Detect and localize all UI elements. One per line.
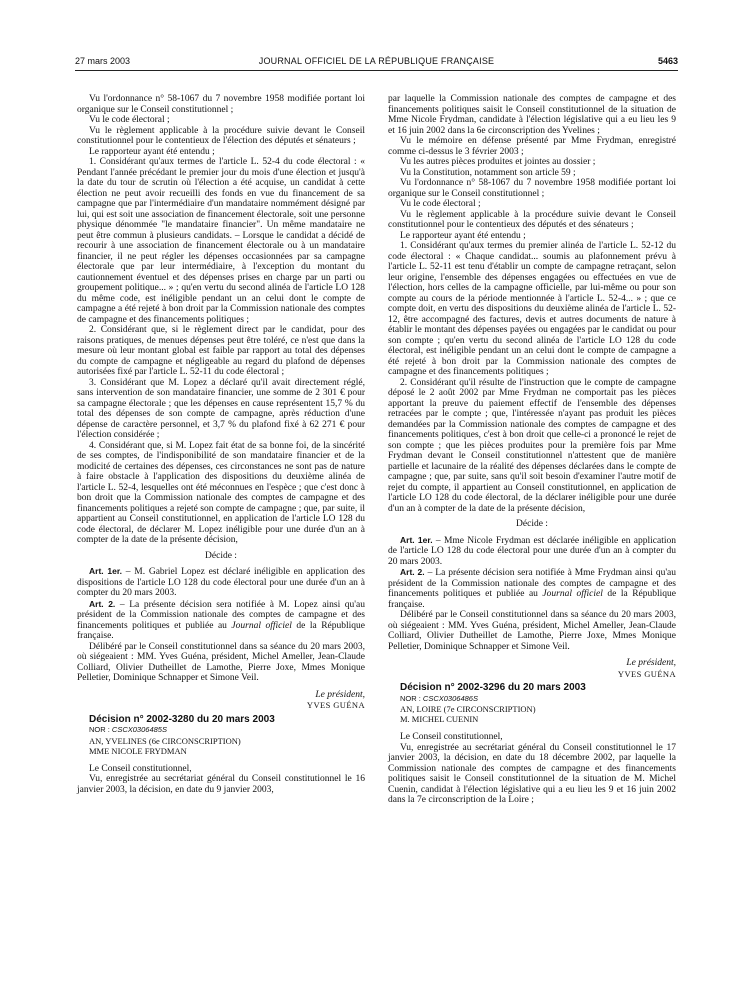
paragraph: Vu le règlement applicable à la procédure suivie devant le Conseil constitutionnel pour le contentieux de l'élection des députés et sénateurs ; (77, 125, 365, 146)
candidate-line: MME NICOLE FRYDMAN (89, 745, 187, 756)
signature-title: Le président, (315, 689, 365, 700)
article-2 (77, 599, 365, 642)
page-header (75, 56, 678, 70)
candidate-line: M. MICHEL CUENIN (400, 714, 479, 724)
constituency-line: AN, LOIRE (7e CIRCONSCRIPTION) (400, 704, 536, 714)
header-journal-title: JOURNAL OFFICIEL DE LA RÉPUBLIQUE FRANÇAISE (258, 56, 495, 66)
deliberation: Délibéré par le Conseil constitutionnel dans sa séance du 20 mars 2003, où siégeaient : MM. Yves Guéna, président, Michel Ameller, Jean-Claude Colliard, Olivier Dutheillet de Lamothe, Pierre Joxe, Mmes Monique Pelletier, Dominique Schnapper et Simone Veil. (388, 610, 676, 652)
article-text: de la République française. (77, 620, 365, 641)
article-text: – M. Gabriel Lopez est déclaré inéligible en application des dispositions de l'article LO 128 du code électoral pour une durée d'un an à compter du 20 mars 2003. (77, 567, 366, 598)
paragraph: Vu le mémoire en défense présenté par Mme Frydman, enregistré comme ci-dessus le 3 février 2003 ; (388, 136, 676, 157)
article-text: – La présente décision sera notifiée à M. Lopez ainsi qu'au président de la Commission nationale des comptes de campagne et des financements politiques et publiée au (77, 599, 365, 631)
paragraph: Vu le code électoral ; (400, 199, 481, 209)
decide-heading: Décide : (205, 550, 237, 561)
paragraph: 4. Considérant que, si M. Lopez fait état de sa bonne foi, de la sincérité de ses comptes, de l'indisponibilité de son mandataire financier et de la modicité de certaines des dépenses, ces circonstances ne sont pas de nature à faire obstacle à l'application des dispositions du deuxième alinéa de l'article L. 52-4, lesquelles ont été méconnues en l'espèce ; que c'est donc à bon droit que la Commission nationale des comptes de campagne et des financements politiques a rejeté son compte de campagne ; que, par suite, il appartient au Conseil constitutionnel, en application de l'article LO 128 du code électoral, de déclarer M. Lopez inéligible pour une durée d'un an à compter de la date de la présente décision, (77, 440, 365, 545)
left-column (77, 94, 365, 795)
paragraph: Vu l'ordonnance n° 58-1067 du 7 novembre 1958 modifiée portant loi organique sur le Conseil constitutionnel ; (388, 178, 676, 199)
article-label: Art. 1er. (89, 566, 123, 576)
paragraph: Vu l'ordonnance n° 58-1067 du 7 novembre 1958 modifiée portant loi organique sur le Conseil constitutionnel ; (77, 94, 365, 115)
journal-name: Journal officiel (231, 620, 292, 631)
nor-code: CSCX0306485S (111, 725, 167, 734)
paragraph: Vu, enregistrée au secrétariat général du Conseil constitutionnel le 16 janvier 2003, la décision, en date du 9 janvier 2003, (77, 774, 365, 795)
paragraph: Vu, enregistrée au secrétariat général du Conseil constitutionnel le 17 janvier 2003, la décision, en date du 18 décembre 2002, par laquelle la Commission nationale des comptes de campagne et des financements politiques saisit le Conseil constitutionnel de la situation de M. Michel Cuenin, candidat à l'élection législative qui a eu lieu les 9 et 16 juin 2002 dans la 7e circonscription de la Loire ; (388, 742, 676, 805)
article-1 (77, 566, 365, 599)
signature-name: YVES GUÉNA (306, 700, 365, 710)
article-label: Art. 1er. (400, 534, 433, 545)
decide-heading: Décide : (516, 519, 548, 529)
nor-code: CSCX0306486S (422, 693, 478, 703)
paragraph: 1. Considérant qu'aux termes de l'article L. 52-4 du code électoral : « Pendant l'année précédant le premier jour du mois d'une élection et jusqu'à la date du tour de scrutin où l'élection a été acquise, un candidat à cette élection ne peut avoir recueilli des fonds en vue du financement de sa campagne que par l'intermédiaire d'un mandataire nommément désigné par lui, qui est soit une association de financement électorale, soit une personne physique dénommée "le mandataire financier". Un même mandataire ne peut être commun à plusieurs candidats. – Lorsque le candidat a décidé de recourir à une association de financement électorale ou à un mandataire financier, il ne peut régler les dépenses occasionnées par sa campagne électorale que par leur intermédiaire, à l'exception du montant du cautionnement éventuel et des dépenses prises en charge par un parti ou groupement politique... » ; qu'en vertu du second alinéa de l'article LO 128 du même code, est inéligible pendant un an celui dont le compte de campagne a été rejeté à bon droit par la Commission nationale des comptes de campagne et des financements politiques ; (77, 157, 365, 325)
paragraph: Vu les autres pièces produites et jointes au dossier ; (400, 157, 596, 167)
article-1 (388, 535, 676, 568)
nor-reference: NOR : CSCX0306485S (89, 725, 167, 734)
decision-title: Décision n° 2002-3296 du 20 mars 2003 (400, 682, 586, 693)
paragraph: Le Conseil constitutionnel, (89, 763, 192, 774)
paragraph: Vu la Constitution, notamment son article 59 ; (400, 167, 576, 178)
paragraph: 1. Considérant qu'aux termes du premier alinéa de l'article L. 52-12 du code électoral : « Chaque candidat... soumis au plafonnement prévu à l'article L. 52-11 est tenu d'établir un compte de campagne retraçant, selon leur origine, l'ensemble des dépenses engagées ou effectuées en vue de l'élection, hors celles de la campagne officielle, par lui-même ou pour son compte au cours de la période mentionnée à l'article L. 52-4... » ; que ce compte doit, en vertu des dispositions du deuxième alinéa de l'article L. 52-12, être accompagné des factures, devis et autres documents de nature à établir le montant des dépenses payées ou engagées par le candidat ou pour son compte ; qu'en vertu du second alinéa de l'article LO 128 du code électoral, est inéligible pendant un an celui dont le compte de campagne a été rejeté à bon droit par la Commission nationale des comptes de campagne et des financements politiques ; (388, 241, 676, 377)
header-date: 27 mars 2003 (75, 56, 131, 66)
article-text: – La présente décision sera notifiée à Mme Frydman ainsi qu'au président de la Commission nationale des comptes de campagne et des financements politiques et publiée au (388, 568, 676, 599)
article-text: – Mme Nicole Frydman est déclarée inéligible en application de l'article LO 128 du code électoral pour une durée d'un an à compter du 20 mars 2003. (388, 535, 677, 567)
deliberation: Délibéré par le Conseil constitutionnel dans sa séance du 20 mars 2003, où siégeaient : MM. Yves Guéna, président, Michel Ameller, Jean-Claude Colliard, Olivier Dutheillet de Lamothe, Pierre Joxe, Mmes Monique Pelletier, Dominique Schnapper et Simone Veil. (77, 641, 365, 683)
paragraph: Le rapporteur ayant été entendu ; (89, 146, 215, 157)
paragraph: 2. Considérant qu'il résulte de l'instruction que le compte de campagne déposé le 2 août 2002 par Mme Frydman ne comportait pas les pièces apportant la preuve du paiement effectif de l'ensemble des dépenses retracées par le compte ; que, l'intéressée n'ayant pas produit les pièces demandées par la Commission nationale des comptes de campagne et des financements politiques, c'est à bon droit que celle-ci a prononcé le rejet de son compte ; que les pièces produites pour la première fois par Mme Frydman devant le Conseil constitutionnel n'attestent que de manière partielle et lacunaire de la réalité des dépenses déclarées dans le compte de campagne ; que, par suite, sans qu'il soit besoin d'examiner l'autre motif de rejet du compte, il appartient au Conseil constitutionnel, en application de l'article LO 128 du code électoral, de la déclarer inéligible pour une durée d'un an à compter de la date de la présente décision, (388, 377, 676, 514)
paragraph: Le Conseil constitutionnel, (400, 732, 503, 742)
paragraph: par laquelle la Commission nationale des comptes de campagne et des financements politiques saisit le Conseil constitutionnel de la situation de Mme Nicole Frydman, candidate à l'élection législative qui a eu lieu les 9 et 16 juin 2002 dans la 6e circonscription des Yvelines ; (388, 94, 676, 136)
paragraph: Vu le règlement applicable à la procédure suivie devant le Conseil constitutionnel pour le contentieux des députés et des sénateurs ; (388, 209, 676, 230)
article-2 (388, 567, 676, 610)
signature-title: Le président, (626, 658, 676, 668)
paragraph: 2. Considérant que, si le règlement direct par le candidat, pour des raisons pratiques, de menues dépenses peut être toléré, ce n'est que dans la mesure où leur montant global est faible par rapport au total des dépenses du compte de campagne et négligeable au regard du plafond de dépenses autorisées fixé par l'article L. 52-11 du code électoral ; (77, 325, 365, 377)
signature-name: YVES GUÉNA (617, 668, 676, 679)
constituency-line: AN, YVELINES (6e CIRCONSCRIPTION) (89, 735, 241, 746)
paragraph: Vu le code électoral ; (89, 115, 170, 125)
decision-title: Décision n° 2002-3280 du 20 mars 2003 (89, 713, 275, 725)
header-rule (75, 70, 678, 71)
nor-reference: NOR : CSCX0306486S (400, 693, 478, 703)
paragraph: Le rapporteur ayant été entendu ; (400, 230, 526, 241)
paragraph: 3. Considérant que M. Lopez a déclaré qu'il avait directement réglé, sans intervention de son mandataire financier, une somme de 2 301 € pour sa campagne électorale ; que les dépenses en cause représentent 15,7 % du total des dépenses de son compte de campagne, après réduction d'une dépense de caractère personnel, et 3,7 % du plafond fixé à 62 271 € pour l'élection considérée ; (77, 377, 365, 440)
journal-name: Journal officiel (542, 589, 603, 599)
right-column (388, 94, 676, 806)
article-text: de la République française. (388, 589, 676, 610)
article-label: Art. 2. (89, 598, 116, 609)
article-label: Art. 2. (400, 567, 425, 577)
header-page-number: 5463 (657, 56, 678, 66)
